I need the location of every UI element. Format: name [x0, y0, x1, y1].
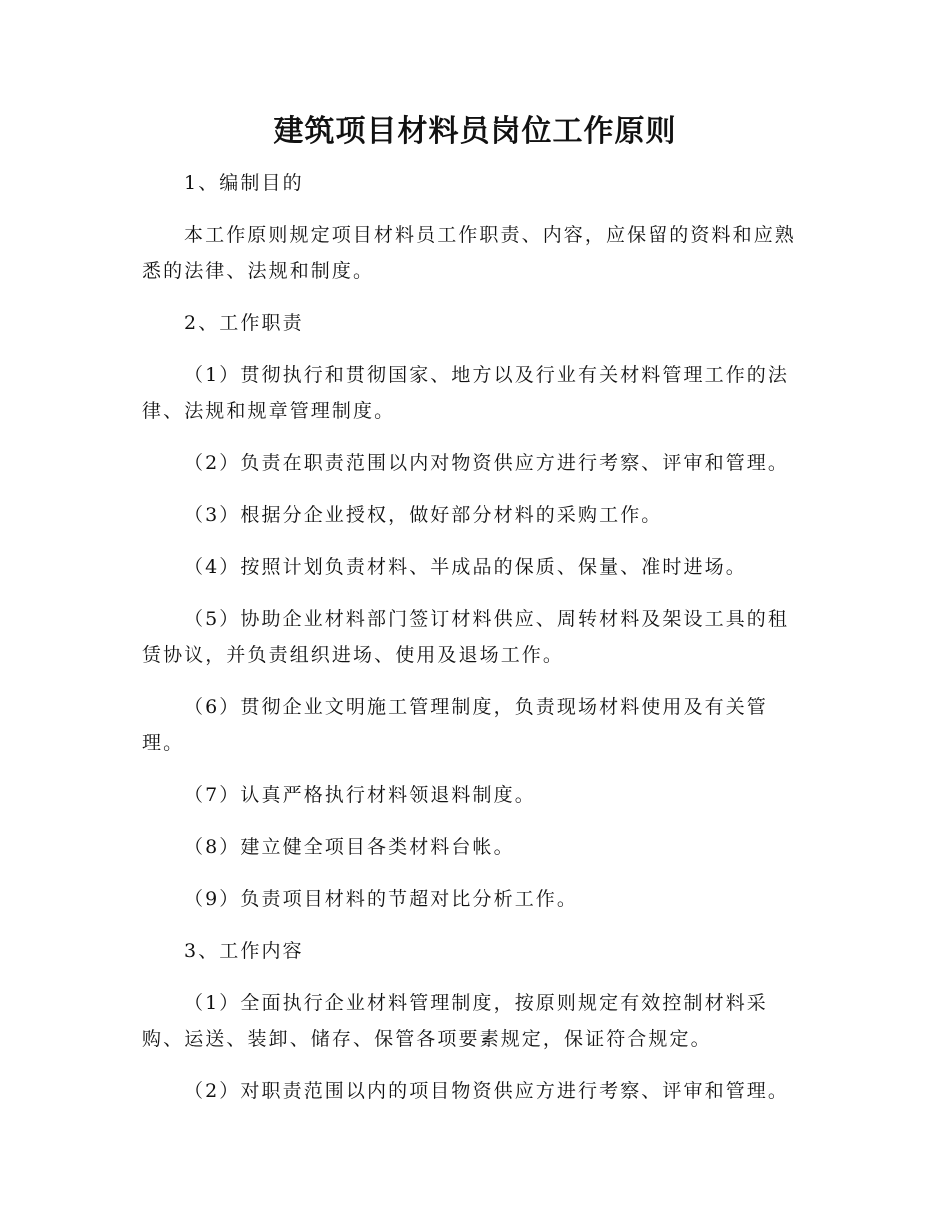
section-heading-content: 3、工作内容: [184, 940, 304, 962]
duty-item-3: （3）根据分企业授权，做好部分材料的采购工作。: [184, 504, 663, 526]
duty-item-6: （6）贯彻企业文明施工管理制度，负责现场材料使用及有关管理。: [142, 696, 768, 754]
duty-item-4: （4）按照计划负责材料、半成品的保质、保量、准时进场。: [184, 556, 747, 578]
content-item-2: （2）对职责范围以内的项目物资供应方进行考察、评审和管理。: [184, 1080, 789, 1102]
paragraph-purpose: 本工作原则规定项目材料员工作职责、内容，应保留的资料和应熟悉的法律、法规和制度。: [142, 224, 796, 282]
document-body: [142, 165, 807, 1125]
duty-item-9: （9）负责项目材料的节超对比分析工作。: [184, 888, 578, 910]
duty-item-7: （7）认真严格执行材料领退料制度。: [184, 784, 536, 806]
duty-item-1: （1）贯彻执行和贯彻国家、地方以及行业有关材料管理工作的法律、法规和规章管理制度。: [142, 364, 789, 422]
duty-item-8: （8）建立健全项目各类材料台帐。: [184, 836, 515, 858]
duty-item-5: （5）协助企业材料部门签订材料供应、周转材料及架设工具的租赁协议，并负责组织进场、使用及退场工作。: [142, 608, 789, 666]
section-heading-duties: 2、工作职责: [184, 312, 304, 334]
duty-item-2: （2）负责在职责范围以内对物资供应方进行考察、评审和管理。: [184, 452, 789, 474]
content-item-1: （1）全面执行企业材料管理制度，按原则规定有效控制材料采购、运送、装卸、储存、保管各项要素规定，保证符合规定。: [142, 992, 768, 1050]
document-title: 建筑项目材料员岗位工作原则: [273, 114, 677, 149]
section-heading-purpose: 1、编制目的: [184, 172, 304, 194]
